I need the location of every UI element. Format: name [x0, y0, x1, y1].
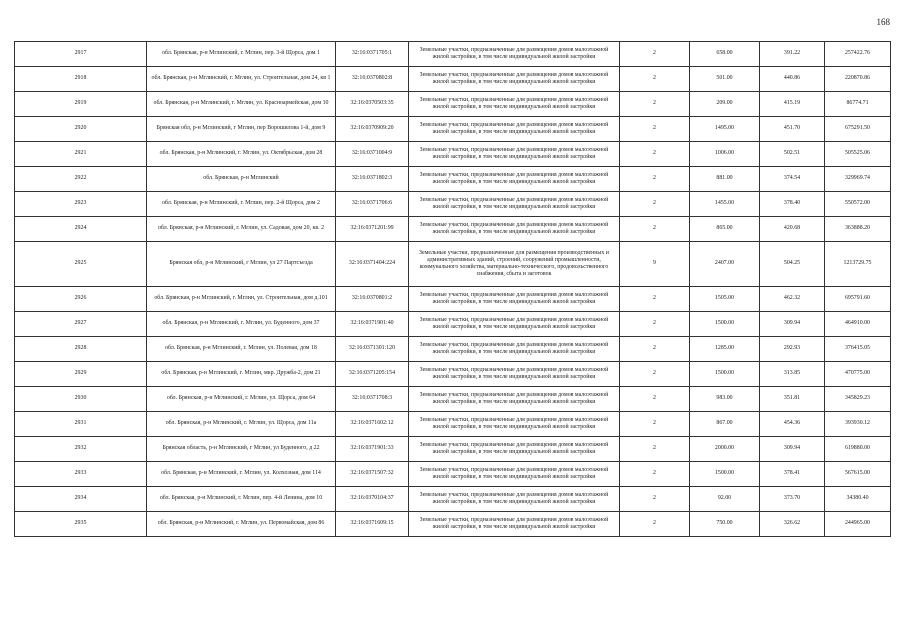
cadastral-number-cell: 32:16:0370909:20 [336, 117, 409, 142]
rate-cell: 309.94 [760, 437, 825, 462]
cadastral-number-cell: 32:16:0371802:3 [336, 167, 409, 192]
cadastral-number-cell: 32:16:0370801:2 [336, 287, 409, 312]
land-use-cell: Земельные участки, предназначенные для размещения домов малоэтажной жилой застройки, в том числе индивидуальной жилой застройки [409, 487, 620, 512]
area-cell: 881.00 [690, 167, 760, 192]
address-cell: обл. Брянская, р-н Мглинский, г. Мглин, ул. Щорса, дом 64 [147, 387, 336, 412]
group-cell: 2 [620, 287, 690, 312]
area-cell: 867.00 [690, 412, 760, 437]
cadastral-value-cell: 675291.50 [825, 117, 891, 142]
land-use-cell: Земельные участки, предназначенные для размещения домов малоэтажной жилой застройки, в том числе индивидуальной жилой застройки [409, 142, 620, 167]
area-cell: 1505.00 [690, 287, 760, 312]
cadastral-number-cell: 32:16:0371404:224 [336, 242, 409, 287]
cadastral-number-cell: 32:16:0370104:37 [336, 487, 409, 512]
rate-cell: 454.36 [760, 412, 825, 437]
address-cell: обл. Брянская, р-н Мглинский, г. Мглин, ул. Буденного, дом 37 [147, 312, 336, 337]
table-row [15, 192, 891, 217]
cadastral-value-table [14, 41, 891, 537]
row-number: 2922 [15, 167, 147, 192]
rate-cell: 504.25 [760, 242, 825, 287]
group-cell: 2 [620, 142, 690, 167]
cadastral-value-cell: 1213729.75 [825, 242, 891, 287]
row-number: 2926 [15, 287, 147, 312]
address-cell: обл. Брянская, р-н Мглинский, г. Мглин, ул. Красноармейская, дом 10 [147, 92, 336, 117]
land-use-cell: Земельные участки, предназначенные для размещения домов малоэтажной жилой застройки, в том числе индивидуальной жилой застройки [409, 337, 620, 362]
group-cell: 9 [620, 242, 690, 287]
cadastral-number-cell: 32:16:0371609:15 [336, 512, 409, 537]
address-cell: обл. Брянская, р-н Мглинский, г. Мглин, ул. Колхозная, дом 114 [147, 462, 336, 487]
cadastral-value-cell: 34380.40 [825, 487, 891, 512]
land-use-cell: Земельные участки, предназначенные для размещения домов малоэтажной жилой застройки, в том числе индивидуальной жилой застройки [409, 42, 620, 67]
rate-cell: 415.19 [760, 92, 825, 117]
land-use-cell: Земельные участки, предназначенные для размещения домов малоэтажной жилой застройки, в том числе индивидуальной жилой застройки [409, 117, 620, 142]
land-use-cell: Земельные участки, предназначенные для размещения домов малоэтажной жилой застройки, в том числе индивидуальной жилой застройки [409, 92, 620, 117]
row-number: 2923 [15, 192, 147, 217]
rate-cell: 374.54 [760, 167, 825, 192]
row-number: 2920 [15, 117, 147, 142]
land-use-cell: Земельные участки, предназначенные для размещения домов малоэтажной жилой застройки, в том числе индивидуальной жилой застройки [409, 437, 620, 462]
area-cell: 2000.00 [690, 437, 760, 462]
address-cell: обл. Брянская, р-н Мглинский, г. Мглин, пер. 2-й Щорса, дом 2 [147, 192, 336, 217]
cadastral-number-cell: 32:16:0371705:1 [336, 42, 409, 67]
cadastral-value-cell: 619880.00 [825, 437, 891, 462]
group-cell: 2 [620, 487, 690, 512]
cadastral-value-cell: 376415.05 [825, 337, 891, 362]
cadastral-value-cell: 470775.00 [825, 362, 891, 387]
area-cell: 501.00 [690, 67, 760, 92]
row-number: 2932 [15, 437, 147, 462]
cadastral-value-cell: 86774.71 [825, 92, 891, 117]
area-cell: 1285.00 [690, 337, 760, 362]
table-row [15, 337, 891, 362]
address-cell: обл. Брянская, р-н Мглинский, г. Мглин, ул. Садовая, дом 20, кв. 2 [147, 217, 336, 242]
address-cell: обл. Брянская, р-н Мглинский, г. Мглин, пер. 4-й Ленина, дом 10 [147, 487, 336, 512]
row-number: 2928 [15, 337, 147, 362]
table-row [15, 387, 891, 412]
address-cell: обл. Брянская, р-н Мглинский, г. Мглин, ул. Октябрьская, дом 28 [147, 142, 336, 167]
cadastral-number-cell: 32:16:0371301:120 [336, 337, 409, 362]
cadastral-value-cell: 464910.00 [825, 312, 891, 337]
address-cell: обл. Брянская, р-н Мглинский [147, 167, 336, 192]
area-cell: 209.00 [690, 92, 760, 117]
land-use-cell: Земельные участки, предназначенные для размещения домов малоэтажной жилой застройки, в том числе индивидуальной жилой застройки [409, 412, 620, 437]
cadastral-value-cell: 329969.74 [825, 167, 891, 192]
area-cell: 1500.00 [690, 312, 760, 337]
cadastral-value-cell: 257422.76 [825, 42, 891, 67]
row-number: 2934 [15, 487, 147, 512]
group-cell: 2 [620, 92, 690, 117]
address-cell: Брянская область, р-н Мглинский, г Мглин, ул Буденного, д 22 [147, 437, 336, 462]
cadastral-number-cell: 32:16:0371706:6 [336, 192, 409, 217]
row-number: 2930 [15, 387, 147, 412]
cadastral-number-cell: 32:16:0371507:32 [336, 462, 409, 487]
cadastral-number-cell: 32:16:0371901:40 [336, 312, 409, 337]
table-row [15, 512, 891, 537]
group-cell: 2 [620, 387, 690, 412]
rate-cell: 451.70 [760, 117, 825, 142]
table-row [15, 437, 891, 462]
row-number: 2921 [15, 142, 147, 167]
cadastral-number-cell: 32:16:0371708:3 [336, 387, 409, 412]
rate-cell: 313.85 [760, 362, 825, 387]
cadastral-number-cell: 32:16:0371901:33 [336, 437, 409, 462]
rate-cell: 292.93 [760, 337, 825, 362]
cadastral-number-cell: 32:16:0371004:9 [336, 142, 409, 167]
cadastral-value-cell: 695791.60 [825, 287, 891, 312]
area-cell: 1500.00 [690, 462, 760, 487]
row-number: 2929 [15, 362, 147, 387]
land-use-cell: Земельные участки, предназначенные для размещения домов малоэтажной жилой застройки, в том числе индивидуальной жилой застройки [409, 387, 620, 412]
row-number: 2917 [15, 42, 147, 67]
area-cell: 2407.00 [690, 242, 760, 287]
land-use-cell: Земельные участки, предназначенные для размещения домов малоэтажной жилой застройки, в том числе индивидуальной жилой застройки [409, 167, 620, 192]
table-row [15, 217, 891, 242]
area-cell: 1495.00 [690, 117, 760, 142]
cadastral-number-cell: 32:16:0371205:154 [336, 362, 409, 387]
rate-cell: 326.62 [760, 512, 825, 537]
rate-cell: 391.22 [760, 42, 825, 67]
cadastral-value-cell: 220870.86 [825, 67, 891, 92]
rate-cell: 351.81 [760, 387, 825, 412]
address-cell: обл. Брянская, р-н Мглинский, г. Мглин, ул. Щорса, дом 11а [147, 412, 336, 437]
cadastral-value-cell: 345829.23 [825, 387, 891, 412]
group-cell: 2 [620, 337, 690, 362]
area-cell: 92.00 [690, 487, 760, 512]
table-row [15, 312, 891, 337]
cadastral-value-cell: 567615.00 [825, 462, 891, 487]
table-row [15, 242, 891, 287]
table-row [15, 487, 891, 512]
address-cell: Брянская обл, р-н Мглинский, г Мглин, пер Ворошилова 1-й, дом 9 [147, 117, 336, 142]
rate-cell: 378.41 [760, 462, 825, 487]
group-cell: 2 [620, 117, 690, 142]
area-cell: 1500.00 [690, 362, 760, 387]
cadastral-value-cell: 393930.12 [825, 412, 891, 437]
table-row [15, 142, 891, 167]
table-row [15, 92, 891, 117]
row-number: 2924 [15, 217, 147, 242]
group-cell: 2 [620, 192, 690, 217]
row-number: 2931 [15, 412, 147, 437]
group-cell: 2 [620, 412, 690, 437]
area-cell: 1455.00 [690, 192, 760, 217]
group-cell: 2 [620, 437, 690, 462]
land-use-cell: Земельные участки, предназначенные для размещения домов малоэтажной жилой застройки, в том числе индивидуальной жилой застройки [409, 462, 620, 487]
rate-cell: 440.86 [760, 67, 825, 92]
area-cell: 658.00 [690, 42, 760, 67]
cadastral-number-cell: 32:16:0370802:8 [336, 67, 409, 92]
table-row [15, 287, 891, 312]
land-use-cell: Земельные участки, предназначенные для размещения домов малоэтажной жилой застройки, в том числе индивидуальной жилой застройки [409, 512, 620, 537]
cadastral-number-cell: 32:16:0371602:12 [336, 412, 409, 437]
row-number: 2919 [15, 92, 147, 117]
cadastral-value-cell: 363888.20 [825, 217, 891, 242]
rate-cell: 309.94 [760, 312, 825, 337]
rate-cell: 420.68 [760, 217, 825, 242]
row-number: 2925 [15, 242, 147, 287]
area-cell: 1006.00 [690, 142, 760, 167]
rate-cell: 378.40 [760, 192, 825, 217]
group-cell: 2 [620, 512, 690, 537]
land-use-cell: Земельные участки, предназначенные для размещения домов малоэтажной жилой застройки, в том числе индивидуальной жилой застройки [409, 67, 620, 92]
address-cell: обл. Брянская, р-н Мглинский, г. Мглин, ул. Первомайская, дом 86 [147, 512, 336, 537]
land-use-cell: Земельные участки, предназначенные для размещения домов малоэтажной жилой застройки, в том числе индивидуальной жилой застройки [409, 362, 620, 387]
group-cell: 2 [620, 217, 690, 242]
address-cell: обл. Брянская, р-н Мглинский, г. Мглин, ул. Строительная, дом 24, кв 1 [147, 67, 336, 92]
cadastral-number-cell: 32:16:0370503:35 [336, 92, 409, 117]
address-cell: обл. Брянская, р-н Мглинский, г. Мглин, пер. 3-й Щорса, дом 1 [147, 42, 336, 67]
cadastral-value-cell: 505525.06 [825, 142, 891, 167]
address-cell: обл. Брянская, р-н Мглинский, г. Мглин, мкр. Дружба-2, дом 21 [147, 362, 336, 387]
area-cell: 865.00 [690, 217, 760, 242]
address-cell: Брянская обл, р-н Мглинский, г Мглин, ул 27 Партсъезда [147, 242, 336, 287]
page-number: 168 [876, 17, 890, 27]
group-cell: 2 [620, 167, 690, 192]
address-cell: обл. Брянская, р-н Мглинский, г. Мглин, ул. Строительная, дом д.101 [147, 287, 336, 312]
table-row [15, 412, 891, 437]
table-row [15, 462, 891, 487]
group-cell: 2 [620, 67, 690, 92]
group-cell: 2 [620, 462, 690, 487]
rate-cell: 462.32 [760, 287, 825, 312]
table-row [15, 362, 891, 387]
table-row [15, 167, 891, 192]
group-cell: 2 [620, 42, 690, 67]
area-cell: 983.00 [690, 387, 760, 412]
row-number: 2918 [15, 67, 147, 92]
address-cell: обл. Брянская, р-н Мглинский, г. Мглин, ул. Полевая, дом 18 [147, 337, 336, 362]
row-number: 2933 [15, 462, 147, 487]
land-use-cell: Земельные участки, предназначенные для размещения домов малоэтажной жилой застройки, в том числе индивидуальной жилой застройки [409, 217, 620, 242]
rate-cell: 373.70 [760, 487, 825, 512]
cadastral-value-cell: 244965.00 [825, 512, 891, 537]
rate-cell: 502.51 [760, 142, 825, 167]
land-use-cell: Земельные участки, предназначенные для размещения домов малоэтажной жилой застройки, в том числе индивидуальной жилой застройки [409, 287, 620, 312]
land-use-cell: Земельные участки, предназначенные для размещения домов малоэтажной жилой застройки, в том числе индивидуальной жилой застройки [409, 312, 620, 337]
group-cell: 2 [620, 312, 690, 337]
land-use-cell: Земельные участки, предназначенные для размещения домов малоэтажной жилой застройки, в том числе индивидуальной жилой застройки [409, 192, 620, 217]
row-number: 2935 [15, 512, 147, 537]
cadastral-number-cell: 32:16:0371201:99 [336, 217, 409, 242]
land-use-cell: Земельные участки, предназначенные для размещения производственных и административных зданий, строений, сооружений промышленности, коммунального хозяйства, материально-технического, продовольственного снабжения, сбыта и заготовок [409, 242, 620, 287]
table-row [15, 117, 891, 142]
table-row [15, 42, 891, 67]
group-cell: 2 [620, 362, 690, 387]
table-row [15, 67, 891, 92]
cadastral-value-cell: 550572.00 [825, 192, 891, 217]
row-number: 2927 [15, 312, 147, 337]
table-body [15, 42, 891, 537]
area-cell: 750.00 [690, 512, 760, 537]
